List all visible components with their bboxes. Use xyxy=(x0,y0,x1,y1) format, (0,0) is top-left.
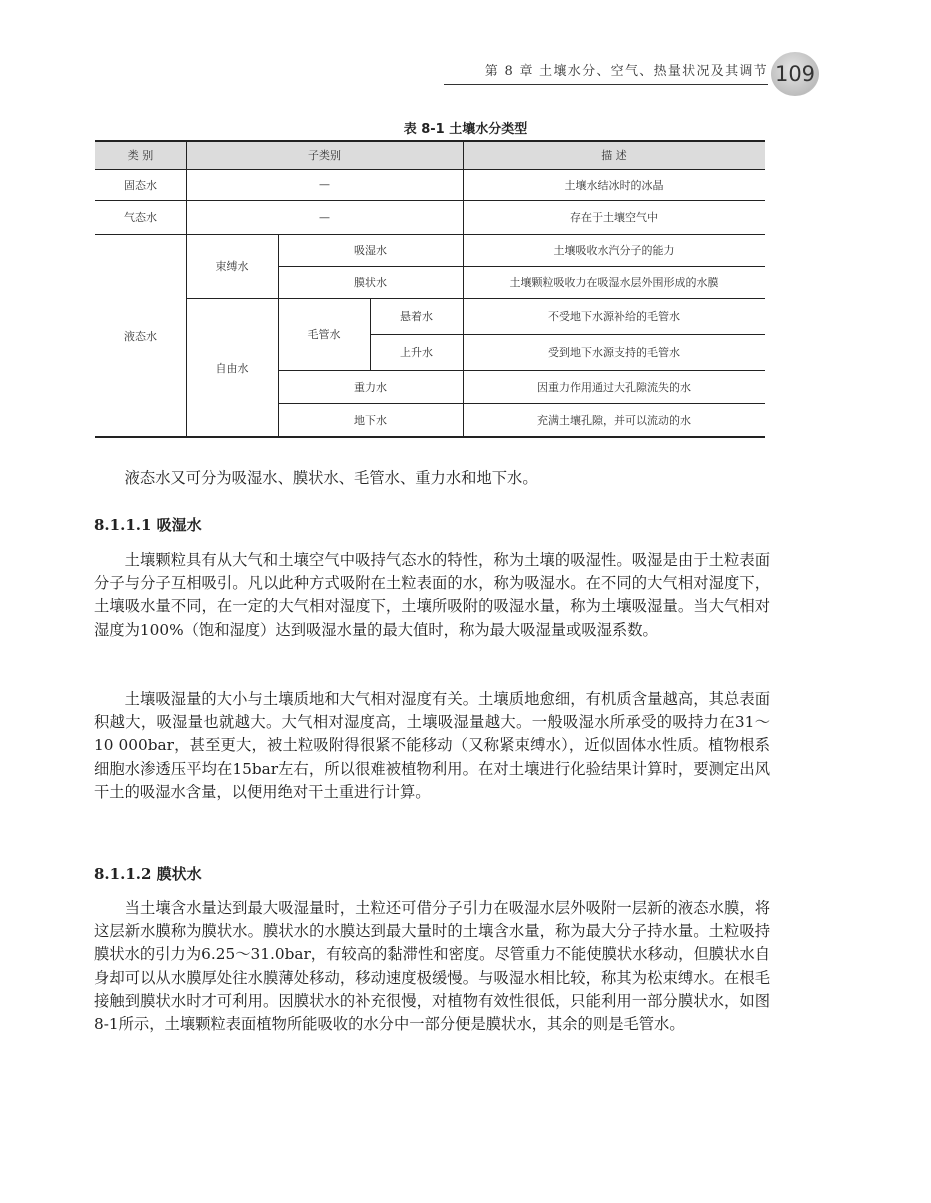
section-heading-film: 8.1.1.2 膜状水 xyxy=(94,865,202,883)
intro-paragraph: 液态水又可分为吸湿水、膜状水、毛管水、重力水和地下水。 xyxy=(124,469,538,487)
cell-film-desc: 土壤颗粒吸收力在吸湿水层外围形成的水膜 xyxy=(509,276,719,289)
table-title: 表 8-1 土壤水分类型 xyxy=(403,122,528,137)
table-top-rule xyxy=(95,140,765,142)
cell-bound-water: 束缚水 xyxy=(215,260,249,273)
table-bottom-rule xyxy=(95,436,765,438)
cell-solid-sub: — xyxy=(319,178,330,191)
cell-rising: 上升水 xyxy=(400,346,433,359)
table-row-rule xyxy=(370,334,765,335)
table-row-rule xyxy=(95,200,765,201)
cell-hygroscopic-desc: 土壤吸收水汽分子的能力 xyxy=(553,244,675,257)
table-row-rule xyxy=(278,370,765,371)
cell-gas-desc: 存在于土壤空气中 xyxy=(570,211,658,224)
cell-liquid-category: 液态水 xyxy=(124,329,157,343)
cell-gravity-desc: 因重力作用通过大孔隙流失的水 xyxy=(537,380,691,394)
table-row-rule xyxy=(278,266,765,267)
cell-groundwater-desc: 充满土壤孔隙，并可以流动的水 xyxy=(537,414,691,427)
cell-suspended-desc: 不受地下水源补给的毛管水 xyxy=(548,310,680,323)
cell-solid-desc: 土壤水结冰时的冰晶 xyxy=(564,178,664,192)
cell-gravity: 重力水 xyxy=(354,380,387,394)
header-subcategory: 子类别 xyxy=(308,148,341,162)
cell-free-water: 自由水 xyxy=(215,361,249,375)
table-col-rule xyxy=(278,234,279,438)
table-header-rule xyxy=(95,169,765,170)
header-description: 描 述 xyxy=(601,148,627,162)
cell-hygroscopic: 吸湿水 xyxy=(354,244,387,257)
cell-film: 膜状水 xyxy=(354,276,387,289)
table-row-rule xyxy=(95,234,765,235)
cell-gas-category: 气态水 xyxy=(124,211,157,224)
header-category: 类 别 xyxy=(127,148,154,162)
water-type-table xyxy=(95,140,765,438)
table-col-rule xyxy=(370,298,371,370)
cell-capillary: 毛管水 xyxy=(307,328,341,341)
cell-suspended: 悬着水 xyxy=(400,310,433,323)
table-col-rule xyxy=(186,140,187,438)
paragraph: 土壤颗粒具有从大气和土壤空气中吸持气态水的特性，称为土壤的吸湿性。吸湿是由于土粒表面分子与分子互相吸引。凡以此种方式吸附在土粒表面的水，称为吸湿水。在不同的大气相对湿度下，土壤吸水量不同，在一定的大气相对湿度下，土壤所吸附的吸湿水量，称为土壤吸湿量。当大气相对湿度为100%（饱和湿度）达到吸湿水量的最大值时，称为最大吸湿量或吸湿系数。 xyxy=(94,551,770,639)
section-heading-hygroscopic: 8.1.1.1 吸湿水 xyxy=(94,516,202,534)
cell-groundwater: 地下水 xyxy=(354,414,387,427)
paragraph: 土壤吸湿量的大小与土壤质地和大气相对湿度有关。土壤质地愈细，有机质含量越高，其总表面积越大，吸湿量也就越大。大气相对湿度高，土壤吸湿量越大。一般吸湿水所承受的吸持力在31～10 000bar，甚至更大，被土粒吸附得很紧不能移动（又称紧束缚水），近似固体水性质。植物根系细胞水渗透压平均在15bar左右，所以很难被植物利用。在对土壤进行化验结果计算时，要测定出风干土的吸湿水含量，以便用绝对干土重进行计算。 xyxy=(94,690,770,801)
cell-solid-category: 固态水 xyxy=(124,178,157,192)
running-header: 第 8 章 土壤水分、空气、热量状况及其调节 xyxy=(444,62,768,85)
page-number-badge: 109 xyxy=(771,52,819,96)
cell-rising-desc: 受到地下水源支持的毛管水 xyxy=(548,346,680,359)
cell-gas-sub: — xyxy=(319,210,330,224)
table-col-rule xyxy=(463,140,464,438)
paragraph: 当土壤含水量达到最大吸湿量时，土粒还可借分子引力在吸湿水层外吸附一层新的液态水膜，将这层新水膜称为膜状水。膜状水的水膜达到最大量时的土壤含水量，称为最大分子持水量。土粒吸持膜状水的引力为6.25～31.0bar，有较高的黏滞性和密度。尽管重力不能使膜状水移动，但膜状水自身却可以从水膜厚处往水膜薄处移动，移动速度极缓慢。与吸湿水相比较，称其为松束缚水。在根毛接触到膜状水时才可利用。因膜状水的补充很慢，对植物有效性很低，只能利用一部分膜状水，如图8-1所示，土壤颗粒表面植物所能吸收的水分中一部分便是膜状水，其余的则是毛管水。 xyxy=(94,899,770,1034)
table-row-rule xyxy=(278,403,765,404)
table-row-rule xyxy=(186,298,765,299)
